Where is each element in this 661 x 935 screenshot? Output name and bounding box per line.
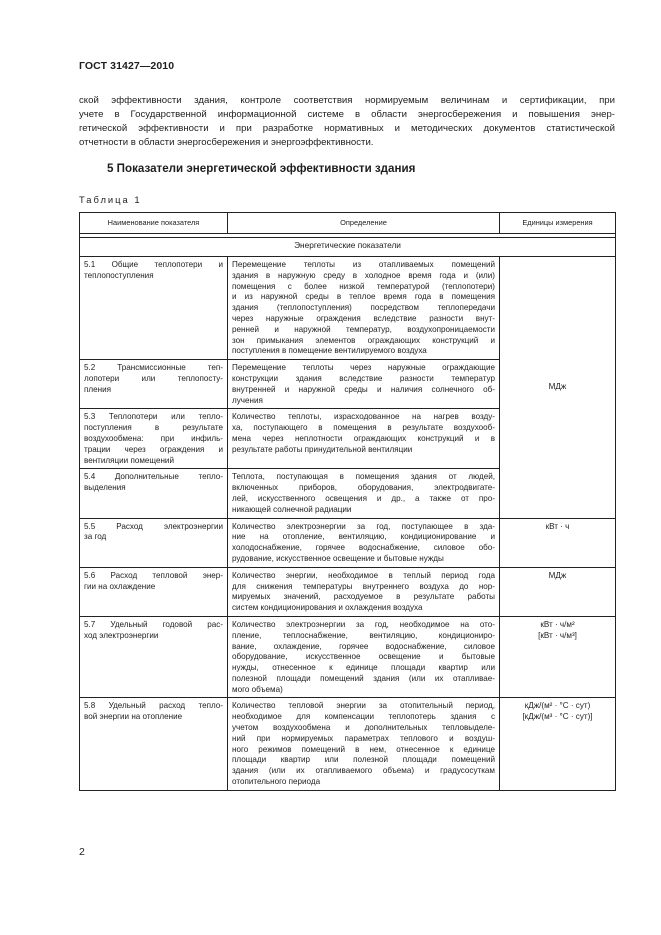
header-units: Единицы измерения: [500, 213, 616, 234]
indicator-units: кВт · ч/м² [кВт · ч/м³]: [500, 616, 616, 698]
indicator-name: 5.1 Общие теплопотери и теплопоступления: [80, 257, 228, 360]
intro-line: отчетности в области энергосбережения и энергоэффективности.: [79, 137, 374, 148]
table-row: [80, 518, 616, 567]
indicator-definition: Перемещение теплоты через наружные ограждающие конструкции здания вследствие разности температур внутренней и наружной среды и наличия солнечного об- лучения: [228, 360, 500, 409]
indicator-units: МДж: [500, 567, 616, 616]
indicator-name: 5.7 Удельный годовой рас- ход электроэнергии: [80, 616, 228, 698]
indicator-name: 5.8 Удельный расход тепло- вой энергии на отопление: [80, 698, 228, 790]
header-name: Наименование показателя: [80, 213, 228, 234]
table-row: [80, 616, 616, 698]
table-row: [80, 698, 616, 790]
page-number: 2: [79, 846, 85, 858]
indicator-name: 5.2 Трансмиссионные теп- лопотери или теплопосту- пления: [80, 360, 228, 409]
indicator-definition: Перемещение теплоты из отапливаемых помещений здания в наружную среду в холодное время года и (или) помещения с более низкой температурой (теплопотери) и из наружной среды в теплое время года в помещения здания (теплопоступления) посредством теплопередачи через наружные ограждения вследствие разности внут- ренней и наружной температур, воздухопроницаемости зон примыкания элементов ограждающих конструкций и поступления в помещение вентилируемого воздуха: [228, 257, 500, 360]
table-header-row: [80, 213, 616, 234]
indicator-definition: Количество тепловой энергии за отопительный период, необходимое для компенсации теплопотерь здания с учетом воздухообмена и дополнительных тепловыделе- ний при нормируемых параметрах теплового и воздуш- ного режимов помещений в нем, отнесенное к единице площади квартир или полезной площади помещений здания (или их отапливаемого объема) и градусосуткам отопительного периода: [228, 698, 500, 790]
indicator-name: 5.3 Теплопотери или тепло- поступления в результате воздухообмена: при инфиль- трации через ограждения и вентиляции помещений: [80, 409, 228, 469]
section-title: 5 Показатели энергетической эффективности здания: [107, 162, 416, 175]
intro-line: учете в Государственной информационной системе в области энергосбережения и повышения энер-: [79, 109, 615, 120]
table-row: [80, 257, 616, 360]
intro-line: ской эффективности здания, контроле соответствия нормируемым величинам и сертификации, при: [79, 95, 615, 106]
indicator-units: кВт · ч: [500, 518, 616, 567]
header-definition: Определение: [228, 213, 500, 234]
intro-line: гетической эффективности и при разработке нормативных и методических документов статистической: [79, 123, 615, 134]
table-caption: Таблица 1: [79, 194, 142, 205]
group-row: [80, 238, 616, 257]
document-code: ГОСТ 31427—2010: [79, 60, 175, 72]
indicator-name: 5.5 Расход электроэнергии за год: [80, 518, 228, 567]
table-row: [80, 567, 616, 616]
intro-paragraph: [79, 94, 615, 150]
indicator-name: 5.6 Расход тепловой энер- гии на охлаждение: [80, 567, 228, 616]
indicator-units: кДж/(м² · °С · сут) [кДж/(м³ · °С · сут)]: [500, 698, 616, 790]
indicator-definition: Количество электроэнергии за год, необходимое на ото- пление, теплоснабжение, вентиляцию, кондициониро- вание, охлаждение, горячее водоснабжение, силовое оборудование, искусственное освещение и бытовые нужды, отнесенное к единице площади квартир или полезной площади помещений здания (или их отапливае- мого объема): [228, 616, 500, 698]
indicator-definition: Теплота, поступающая в помещения здания от людей, включенных приборов, оборудования, электродвигате- лей, искусственного освещения и др., а также от про- никающей солнечной радиации: [228, 469, 500, 518]
indicators-table: [79, 212, 616, 791]
indicator-definition: Количество теплоты, израсходованное на нагрев возду- ха, поступающего в помещения в результате воздухооб- мена через неплотности ограждающих конструкций и в результате работы принудительной вентиляции: [228, 409, 500, 469]
indicator-definition: Количество электроэнергии за год, поступающее в зда- ние на отопление, вентиляцию, кондиционирование и холодоснабжение, горячее водоснабжение, силовое обо- рудование, искусственное освещение и бытовые нужды: [228, 518, 500, 567]
group-title: Энергетические показатели: [80, 238, 616, 257]
indicator-name: 5.4 Дополнительные тепло- выделения: [80, 469, 228, 518]
indicator-definition: Количество энергии, необходимое в теплый период года для снижения температуры внутреннего воздуха до нор- мируемых значений, расходуемое в результате работы систем кондиционирования и охлаждения воздуха: [228, 567, 500, 616]
merged-units-cell: МДж: [500, 257, 616, 519]
